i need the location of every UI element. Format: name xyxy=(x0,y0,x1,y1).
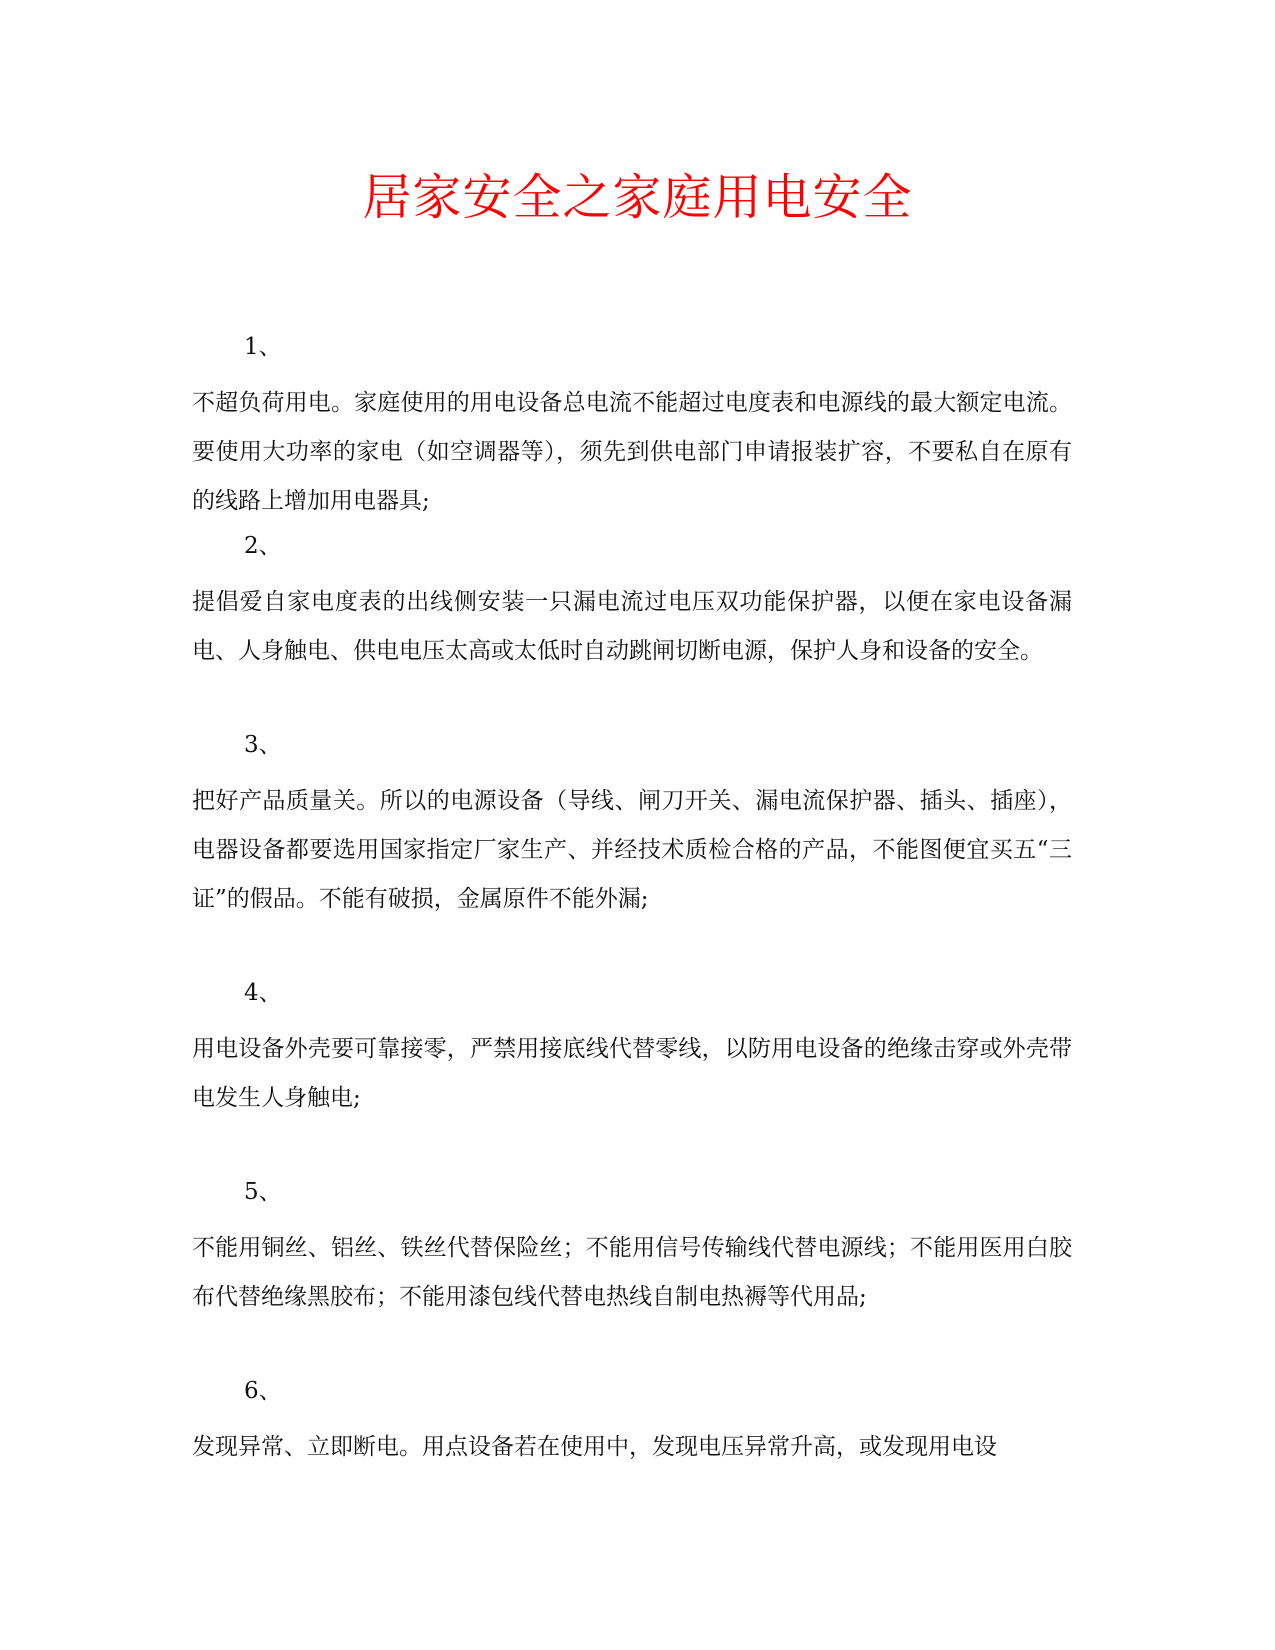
paragraph-spacer xyxy=(192,1322,1072,1376)
list-item-5 xyxy=(192,1177,1072,1322)
item-number: 6、 xyxy=(244,1378,282,1404)
list-item-3 xyxy=(192,730,1072,924)
item-number: 4、 xyxy=(244,980,282,1006)
list-item-1 xyxy=(192,332,1072,526)
paragraph-spacer xyxy=(192,1123,1072,1177)
item-text: 发现异常、立即断电。用点设备若在使用中，发现电压异常升高，或发现用电设 xyxy=(192,1434,997,1460)
item-number: 5、 xyxy=(244,1179,282,1205)
list-item-4 xyxy=(192,978,1072,1123)
item-text: 用电设备外壳要可靠接零，严禁用接底线代替零线，以防用电设备的绝缘击穿或外壳带电发生人身触电; xyxy=(192,1036,1072,1111)
document-title: 居家安全之家庭用电安全 xyxy=(362,169,913,226)
paragraph-spacer xyxy=(192,924,1072,978)
item-text: 不超负荷用电。家庭使用的用电设备总电流不能超过电度表和电源线的最大额定电流。要使用大功率的家电（如空调器等），须先到供电部门申请报装扩容，不要私自在原有的线路上增加用电器具; xyxy=(192,390,1072,514)
document-body xyxy=(192,332,1072,1472)
item-text: 不能用铜丝、铝丝、铁丝代替保险丝；不能用信号传输线代替电源线；不能用医用白胶布代替绝缘黑胶布；不能用漆包线代替电热线自制电热褥等代用品; xyxy=(192,1235,1072,1310)
item-number: 2、 xyxy=(244,533,282,559)
item-number: 1、 xyxy=(244,334,282,360)
list-item-2 xyxy=(192,531,1072,676)
list-item-6 xyxy=(192,1376,1072,1472)
paragraph-spacer xyxy=(192,676,1072,730)
item-text: 提倡爱自家电度表的出线侧安装一只漏电流过电压双功能保护器，以便在家电设备漏电、人身触电、供电电压太高或太低时自动跳闸切断电源，保护人身和设备的安全。 xyxy=(192,589,1072,664)
item-number: 3、 xyxy=(244,732,282,758)
item-text: 把好产品质量关。所以的电源设备（导线、闸刀开关、漏电流保护器、插头、插座），电器设备都要选用国家指定厂家生产、并经技术质检合格的产品，不能图便宜买五“三证”的假品。不能有破损，金属原件不能外漏; xyxy=(192,788,1072,912)
